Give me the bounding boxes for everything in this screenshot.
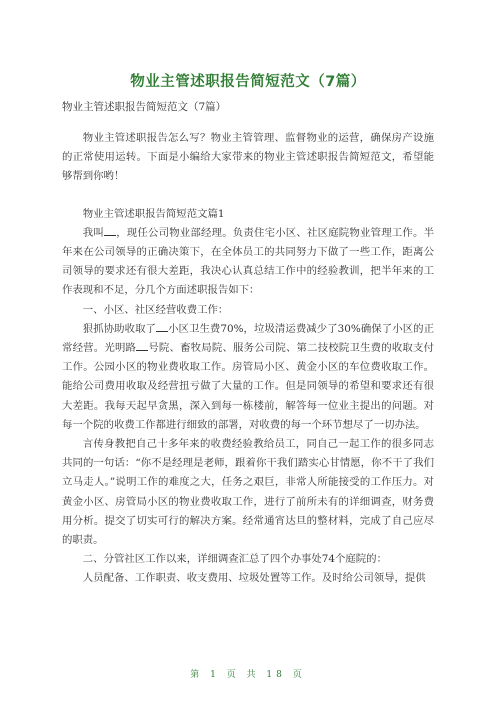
blank-underline bbox=[136, 340, 148, 351]
document-body bbox=[62, 129, 434, 589]
paragraph bbox=[62, 320, 434, 435]
section-heading: 物业主管述职报告简短范文篇1 bbox=[82, 207, 225, 220]
text-fragment: 号院、畜牧局院、服务公司院、第二技校院卫生费的收取支付工作。公园小区的物业费收取工作。房管局小区、黄金小区的车位费收取工作。能给公司费用收取及经营扭亏做了大量的工作。但是同领导的希望和要求还有很大差距。我每天起早贪黑，深入到每一栋楼前，解答每一位业主提出的问题。对每一个院的收费工作都进行细致的部署，对收费的每一个环节想尽了一切办法。 bbox=[62, 342, 435, 431]
page-footer: 第 1 页 共 18 页 bbox=[190, 670, 306, 680]
document-subtitle: 物业主管述职报告简短范文（7篇） bbox=[62, 101, 227, 113]
subheading: 二、分管社区工作以来，详细调查汇总了四个办事处74个庭院的： bbox=[82, 553, 387, 566]
text-fragment: ，现任公司物业部经理。负责住宅小区、社区庭院物业管理工作。半年来在公司领导的正确决策下，在全体员工的共同努力下做了一些工作，距离公司领导的要求还有很大差距，我决心认真总结工作中的经验教训，把半年来的工作表现和不足，分几个方面述职报告如下： bbox=[62, 226, 434, 297]
document-title: 物业主管述职报告简短范文（7篇） bbox=[130, 74, 366, 90]
blank-underline bbox=[156, 321, 168, 332]
paragraph: 人员配备、工作职责、收支费用、垃圾处置等工作。及时给公司领导，提供 bbox=[82, 572, 426, 585]
text-fragment: 小区卫生费70%，垃圾清运费减少了30%确保了小区的正常经营。光明路 bbox=[62, 322, 434, 355]
blank-underline bbox=[104, 225, 116, 236]
text-fragment: 我叫 bbox=[82, 226, 104, 239]
text-fragment: 狠抓协助收取了 bbox=[82, 322, 157, 335]
intro-paragraph: 物业主管述职报告怎么写？物业主管管理、监督物业的运营，确保房产设施的正常使用运转。下面是小编给大家带来的物业主管述职报告简短范文，希望能够帮到你哟！ bbox=[62, 132, 434, 183]
paragraph: 言传身教把自己十多年来的收费经验教给员工，同自己一起工作的很多同志共同的一句话：“你不是经理是老师，跟着你干我们踏实心甘情愿，你不干了我们立马走人。”说明工作的难度之大，任务之艰巨，非常人所能接受的工作压力。对黄金小区、房管局小区的物业费收取工作，进行了前所未有的详细调查，财务费用分析。提交了切实可行的解决方案。经常通宵达旦的整材料，完成了自己应尽的职责。 bbox=[62, 438, 434, 547]
paragraph bbox=[62, 224, 434, 301]
subheading: 一、小区、社区经营收费工作： bbox=[82, 303, 229, 316]
